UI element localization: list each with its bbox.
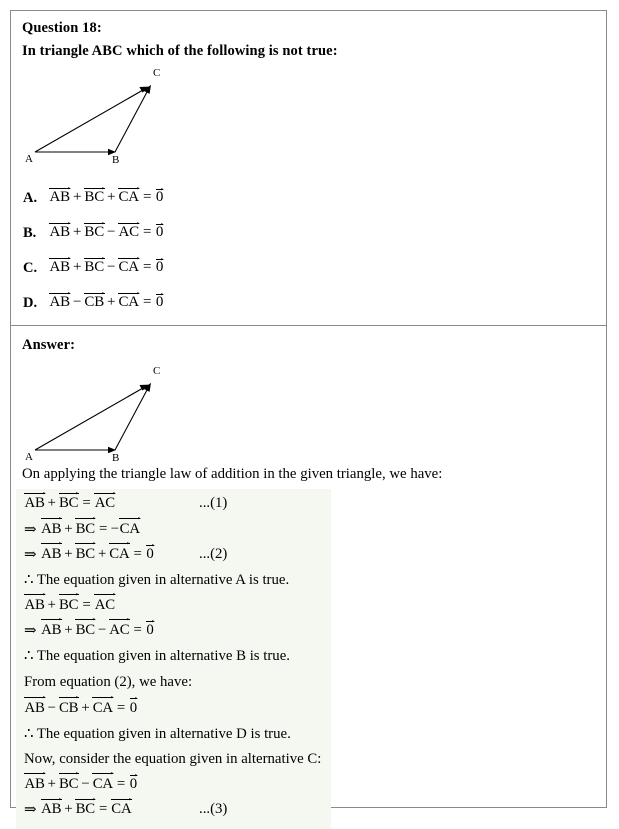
zero-vector: 0 (129, 776, 138, 793)
solution-step-2 (16, 516, 331, 541)
solution-step-12 (16, 772, 331, 797)
operator-minus: − (47, 699, 57, 716)
operator-plus: + (72, 224, 82, 241)
vertex-label-a: A (25, 451, 33, 463)
solution-steps-block (16, 489, 331, 829)
equation-ref-3: ...(3) (199, 801, 228, 818)
vector-bc: BC (59, 495, 79, 512)
equals-sign: = (116, 699, 126, 716)
implies-icon: ⇒ (24, 521, 37, 538)
option-b-expression (49, 225, 164, 241)
vector-ca: CA (92, 699, 113, 716)
operator-plus: + (64, 520, 73, 537)
vector-bc: BC (75, 622, 95, 639)
triangle-diagram-question (15, 59, 195, 164)
vector-ca: CA (92, 776, 113, 793)
option-c-letter: C. (23, 259, 38, 276)
operator-plus: + (72, 189, 82, 206)
vector-bc: BC (59, 776, 79, 793)
equals-sign: = (82, 495, 91, 512)
operator-plus: + (81, 699, 90, 716)
question-section (11, 11, 606, 326)
vector-ca: CA (109, 545, 130, 562)
zero-vector: 0 (129, 699, 138, 716)
conclusion-alt-d: ∴ The equation given in alternative D is true. (24, 725, 291, 742)
zero-vector: 0 (155, 259, 164, 276)
options-list (23, 171, 353, 311)
vector-cb: CB (84, 294, 105, 311)
equals-sign: = (142, 294, 152, 311)
question-stem: In triangle ABC which of the following is not true: (22, 43, 338, 59)
solution-step-4 (16, 567, 331, 592)
vector-ac: AC (118, 224, 139, 241)
option-c-expression (49, 260, 164, 276)
solution-step-10 (16, 721, 331, 746)
worksheet-page (10, 10, 607, 819)
answer-section (11, 326, 606, 819)
operator-minus: − (81, 776, 90, 793)
vector-ca: CA (118, 189, 139, 206)
operator-plus: + (47, 776, 57, 793)
vector-ca: CA (118, 259, 139, 276)
vector-ab: AB (49, 224, 70, 241)
zero-vector: 0 (155, 294, 164, 311)
option-b-letter: B. (23, 224, 37, 241)
implies-icon: ⇒ (24, 546, 37, 563)
equation-ref-2: ...(2) (199, 545, 228, 562)
option-c[interactable] (23, 241, 353, 276)
vector-ca: CA (118, 294, 139, 311)
equals-sign: = (133, 622, 142, 639)
operator-plus: + (64, 801, 73, 818)
vector-ab: AB (49, 189, 70, 206)
option-a[interactable] (23, 171, 353, 206)
vector-ab: AB (24, 699, 45, 716)
question-label: Question 18: (22, 20, 102, 36)
operator-plus: + (47, 596, 57, 613)
vertex-label-c: C (153, 365, 161, 377)
vector-bc: BC (84, 224, 105, 241)
operator-plus: + (97, 545, 107, 562)
vertex-label-c: C (153, 67, 161, 79)
vector-ac: AC (109, 622, 130, 639)
solution-step-6 (16, 618, 331, 643)
solution-step-11 (16, 747, 331, 772)
equals-sign: = (98, 520, 108, 537)
vector-bc: BC (84, 259, 105, 276)
option-d-expression (49, 295, 164, 311)
zero-vector: 0 (155, 224, 164, 241)
zero-vector: 0 (146, 545, 154, 562)
vector-bc: BC (75, 545, 95, 562)
operator-plus: + (64, 545, 73, 562)
option-b[interactable] (23, 206, 353, 241)
equation-ref-1: ...(1) (199, 495, 228, 512)
vector-ab: AB (49, 259, 70, 276)
solution-step-3 (16, 542, 331, 567)
solution-step-13 (16, 797, 331, 822)
option-d-letter: D. (23, 294, 38, 311)
vector-ac: AC (94, 495, 115, 512)
consider-alt-c-note: Now, consider the equation given in alternative C: (24, 750, 322, 767)
vector-ca: CA (111, 801, 132, 818)
operator-plus: + (107, 189, 116, 206)
conclusion-alt-a: ∴ The equation given in alternative A is true. (24, 571, 290, 588)
operator-minus: − (110, 520, 120, 537)
triangle-diagram-answer (15, 354, 195, 464)
equals-sign: = (133, 545, 142, 562)
operator-plus: + (107, 294, 116, 311)
operator-minus: − (107, 224, 116, 241)
operator-plus: + (64, 622, 73, 639)
implies-icon: ⇒ (24, 623, 37, 640)
vertex-label-b: B (112, 452, 120, 464)
equals-sign: = (82, 596, 91, 613)
vector-ab: AB (24, 495, 45, 512)
solution-step-1 (16, 491, 331, 516)
zero-vector: 0 (146, 622, 154, 639)
equals-sign: = (142, 224, 152, 241)
operator-plus: + (47, 495, 57, 512)
vector-bc: BC (75, 520, 95, 537)
vector-ab: AB (41, 622, 62, 639)
operator-plus: + (72, 259, 82, 276)
vector-ab: AB (24, 596, 45, 613)
vector-bc: BC (59, 596, 79, 613)
option-a-letter: A. (23, 189, 38, 206)
operator-minus: − (72, 294, 82, 311)
solution-step-8 (16, 669, 331, 696)
vector-bc: BC (75, 801, 95, 818)
vertex-label-b: B (112, 154, 120, 164)
vector-ac: AC (94, 596, 115, 613)
solution-step-9 (16, 696, 331, 721)
zero-vector: 0 (155, 189, 164, 206)
answer-label: Answer: (22, 337, 76, 353)
operator-minus: − (97, 622, 107, 639)
option-d[interactable] (23, 276, 353, 311)
solution-step-7 (16, 643, 331, 668)
vector-bc: BC (84, 189, 105, 206)
vector-ab: AB (41, 801, 62, 818)
from-equation-note: From equation (2), we have: (24, 673, 193, 690)
equals-sign: = (142, 189, 152, 206)
option-a-expression (49, 190, 164, 206)
equals-sign: = (142, 259, 152, 276)
vector-ab: AB (49, 294, 70, 311)
solution-step-5 (16, 593, 331, 618)
equals-sign: = (116, 776, 126, 793)
vector-ab: AB (41, 520, 62, 537)
vector-ab: AB (24, 776, 45, 793)
vector-cb: CB (59, 699, 79, 716)
vector-ca: CA (119, 520, 140, 537)
vertex-label-a: A (25, 153, 33, 164)
conclusion-alt-b: ∴ The equation given in alternative B is true. (24, 648, 290, 665)
implies-icon: ⇒ (24, 802, 37, 819)
operator-minus: − (107, 259, 116, 276)
answer-intro-text: On applying the triangle law of addition in the given triangle, we have: (22, 466, 443, 482)
equals-sign: = (98, 801, 108, 818)
vector-ab: AB (41, 545, 62, 562)
